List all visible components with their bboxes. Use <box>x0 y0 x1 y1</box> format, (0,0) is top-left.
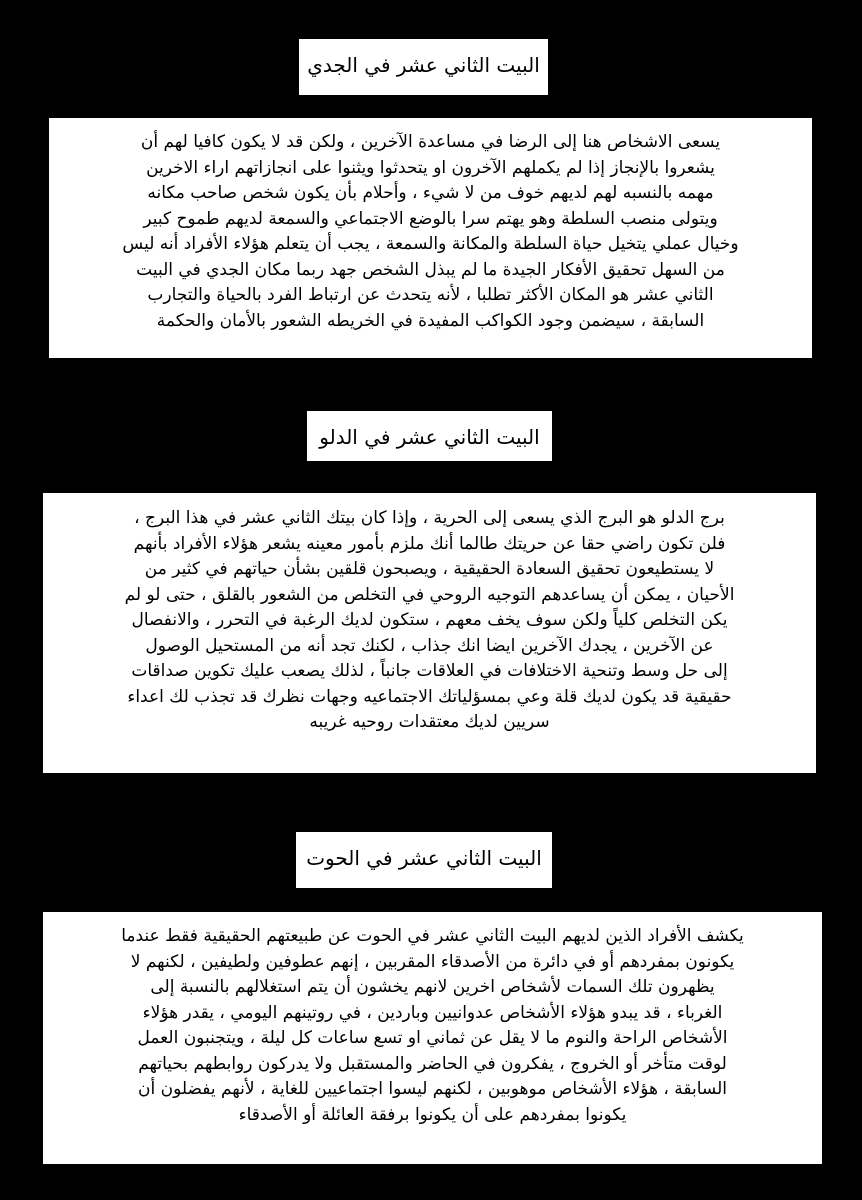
section-title-text: البيت الثاني عشر في الدلو <box>319 425 540 449</box>
text-line: يكن التخلص كلياً ولكن سوف يخف معهم ، ستكون لديك الرغبة في التحرر ، والانفصال <box>131 610 728 630</box>
text-line: يسعى الاشخاص هنا إلى الرضا في مساعدة الآخرين ، ولكن قد لا يكون كافيا لهم أن <box>140 132 721 152</box>
section-title-pisces <box>296 832 552 888</box>
section-body-aquarius <box>43 493 816 773</box>
text-line: يكونوا بمفردهم على أن يكونوا برفقة العائلة أو الأصدقاء <box>238 1104 627 1125</box>
text-line: حقيقية قد يكون لديك قلة وعي بمسؤلياتك الاجتماعيه وجهات نظرك قد تجذب لك اعداء <box>127 686 732 707</box>
section-title-text: البيت الثاني عشر في الحوت <box>306 846 542 870</box>
section-title-text: البيت الثاني عشر في الجدي <box>307 53 540 77</box>
text-line: عن الآخرين ، يجدك الآخرين ايضا انك جذاب ، لكنك تجد أنه من المستحيل الوصول <box>145 635 714 656</box>
text-line: السابقة ، سيضمن وجود الكواكب المفيدة في الخريطه الشعور بالأمان والحكمة <box>156 310 705 331</box>
text-line: الأحيان ، يمكن أن يساعدهم التوجيه الروحي في التخلص من الشعور بالقلق ، حتى لو لم <box>124 584 735 605</box>
text-line: الثاني عشر هو المكان الأكثر تطلبا ، لأنه يتحدث عن ارتباط الفرد بالحياة والتجارب <box>147 285 714 305</box>
text-line: ويتولى منصب السلطة وهو يهتم سرا بالوضع الاجتماعي والسمعة لديهم طموح كبير <box>143 208 718 229</box>
text-line: وخيال عملي يتخيل حياة السلطة والمكانة والسمعة ، يجب أن يتعلم هؤلاء الأفراد أنه ليس <box>122 234 739 254</box>
text-line: لوقت متأخر أو الخروج ، يفكرون في الحاضر والمستقبل ولا يدركون روابطهم بحياتهم <box>138 1053 727 1074</box>
text-line: برج الدلو هو البرج الذي يسعى إلى الحرية ، وإذا كان بيتك الثاني عشر في هذا البرج ، <box>134 508 725 528</box>
section-title-aquarius <box>307 411 552 461</box>
text-line: من السهل تحقيق الأفكار الجيدة ما لم يبذل الشخص جهد ربما مكان الجدي في البيت <box>136 259 725 280</box>
text-line: فلن تكون راضي حقا عن حريتك طالما أنك ملزم بأمور معينه يشعر هؤلاء الأفراد بأنهم <box>133 533 726 554</box>
text-line: الأشخاص الراحة والنوم ما لا يقل عن ثماني او تسع ساعات كل ليلة ، ويتجنبون العمل <box>137 1028 728 1048</box>
section-title-capricorn <box>299 39 548 95</box>
text-line: السابقة ، هؤلاء الأشخاص موهوبين ، لكنهم ليسوا اجتماعيين للغاية ، لأنهم يفضلون أن <box>138 1079 727 1099</box>
text-line: يكونون بمفردهم أو في دائرة من الأصدقاء المقربين ، إنهم عطوفين ولطيفين ، لكنهم لا <box>130 951 735 972</box>
text-line: مهمه بالنسبه لهم لديهم خوف من لا شيء ، وأحلام بأن يكون شخص صاحب مكانه <box>147 183 714 203</box>
text-line: إلى حل وسط وتنحية الاختلافات في العلاقات جانباً ، لذلك يصعب عليك تكوين صداقات <box>131 661 728 681</box>
text-line: سريين لديك معتقدات روحيه غريبه <box>309 712 550 732</box>
section-body-capricorn <box>49 118 812 358</box>
text-line: لا يستطيعون تحقيق السعادة الحقيقية ، ويصبحون قلقين بشأن حياتهم في كثير من <box>144 559 715 579</box>
text-line: الغرباء ، قد يبدو هؤلاء الأشخاص عدوانيين وباردين ، في روتينهم اليومي ، يقدر هؤلاء <box>142 1002 723 1023</box>
text-line: يظهرون تلك السمات لأشخاص اخرين لانهم يخشون أن يتم استغلالهم بالنسبة إلى <box>150 977 715 997</box>
section-body-pisces <box>43 912 822 1164</box>
text-line: يشعروا بالإنجاز إذا لم يكملهم الآخرون او يتحدثوا ويثنوا على انجازاتهم اراء الاخرين <box>146 157 715 178</box>
text-line: يكشف الأفراد الذين لديهم البيت الثاني عشر في الحوت عن طبيعتهم الحقيقية فقط عندما <box>121 926 744 946</box>
